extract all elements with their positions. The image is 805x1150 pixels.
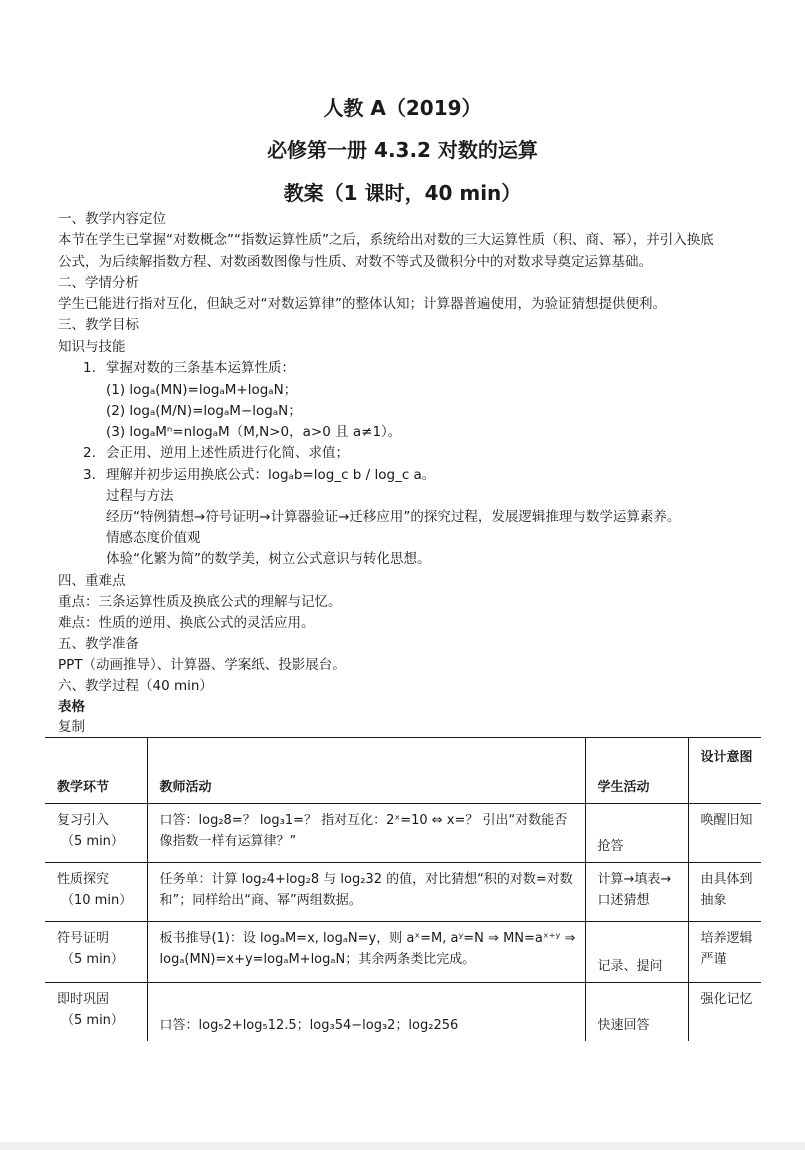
table-row (45, 922, 761, 983)
stage-time: （5 min） (61, 952, 124, 967)
cell-stage (45, 922, 147, 983)
property-3: (3) logₐMⁿ=nlogₐM（M,N>0，a>0 且 a≠1）。 (106, 424, 402, 440)
section-4-difficulty: 难点：性质的逆用、换底公式的灵活应用。 (58, 615, 315, 631)
section-3-heading: 三、教学目标 (58, 317, 139, 333)
table-row (45, 983, 761, 1041)
section-4-key: 重点：三条运算性质及换底公式的理解与记忆。 (58, 594, 342, 610)
copy-button[interactable]: 复制 (58, 719, 85, 735)
title-line-1: 人教 A（2019） (323, 96, 482, 120)
stage-time: （10 min） (61, 893, 133, 908)
section-6-heading: 六、教学过程（40 min） (58, 678, 213, 694)
cell-intent: 培养逻辑严谨 (688, 922, 761, 983)
stage-name: 性质探究 (57, 872, 110, 887)
title-line-2: 必修第一册 4.3.2 对数的运算 (267, 138, 538, 162)
section-5-text: PPT（动画推导）、计算器、学案纸、投影展台。 (58, 657, 346, 673)
goal-2: 会正用、逆用上述性质进行化简、求值； (106, 445, 349, 461)
cell-teacher: 口答：log₂8=？ log₃1=？ 指对互化：2ˣ=10 ⇔ x=？ 引出“对数能否像指数一样有运算律？” (147, 804, 585, 863)
section-1-text-1: 本节在学生已掌握“对数概念”“指数运算性质”之后，系统给出对数的三大运算性质（积、商、幂），并引入换底 (58, 232, 714, 248)
property-1: (1) logₐ(MN)=logₐM+logₐN； (106, 382, 298, 398)
stage-name: 复习引入 (57, 813, 110, 828)
stage-time: （5 min） (61, 834, 124, 849)
stage-name: 符号证明 (57, 931, 110, 946)
property-2: (2) logₐ(M/N)=logₐM−logₐN； (106, 403, 302, 419)
cell-stage (45, 804, 147, 863)
cell-teacher: 任务单：计算 log₂4+log₂8 与 log₂32 的值，对比猜想“积的对数=对数和”；同样给出“商、幂”两组数据。 (147, 863, 585, 922)
section-3-sub-values: 情感态度价值观 (106, 530, 201, 546)
cell-stage (45, 863, 147, 922)
goal-3: 理解并初步运用换底公式：logₐb=log_c b / log_c a。 (106, 467, 436, 483)
cell-intent: 唤醒旧知 (688, 804, 761, 863)
cell-student: 快速回答 (585, 983, 688, 1041)
lesson-process-table (45, 737, 761, 1041)
goal-1-number: 1. (83, 360, 96, 376)
table-label: 表格 (58, 699, 85, 715)
stage-name: 即时巩固 (57, 992, 110, 1007)
table-row (45, 804, 761, 863)
section-3-process-text: 经历“特例猜想→符号证明→计算器验证→迁移应用”的探究过程，发展逻辑推理与数学运算素养。 (106, 509, 681, 525)
section-3-values-text: 体验“化繁为简”的数学美，树立公式意识与转化思想。 (106, 551, 431, 567)
table-row (45, 863, 761, 922)
cell-intent: 强化记忆 (688, 983, 761, 1041)
goal-2-number: 2. (83, 445, 96, 461)
section-4-heading: 四、重难点 (58, 573, 126, 589)
cell-student: 记录、提问 (585, 922, 688, 983)
header-teacher: 教师活动 (147, 738, 585, 804)
section-3-sub-process: 过程与方法 (106, 488, 174, 504)
section-1-heading: 一、教学内容定位 (58, 211, 166, 227)
title-line-3: 教案（1 课时，40 min） (283, 181, 522, 205)
goal-1: 掌握对数的三条基本运算性质： (106, 360, 295, 376)
section-5-heading: 五、教学准备 (58, 636, 139, 652)
header-intent: 设计意图 (688, 738, 761, 804)
cell-teacher: 口答：log₅2+log₅12.5；log₃54−log₃2；log₂256 (147, 983, 585, 1041)
header-student: 学生活动 (585, 738, 688, 804)
cell-intent: 由具体到抽象 (688, 863, 761, 922)
section-2-text: 学生已能进行指对互化，但缺乏对“对数运算律”的整体认知；计算器普遍使用，为验证猜想提供便利。 (58, 296, 666, 312)
section-1-text-2: 公式，为后续解指数方程、对数函数图像与性质、对数不等式及微积分中的对数求导奠定运算基础。 (58, 254, 652, 270)
cell-student: 抢答 (585, 804, 688, 863)
cell-student: 计算→填表→口述猜想 (585, 863, 688, 922)
table-header-row (45, 738, 761, 804)
cell-teacher: 板书推导(1)：设 logₐM=x, logₐN=y，则 aˣ=M, aʸ=N ⇒ MN=aˣ⁺ʸ ⇒ logₐ(MN)=x+y=logₐM+logₐN；其余两条类比完成。 (147, 922, 585, 983)
page-bottom-band (0, 1142, 805, 1150)
cell-stage (45, 983, 147, 1041)
header-stage: 教学环节 (45, 738, 147, 804)
section-3-sub-knowledge: 知识与技能 (58, 339, 126, 355)
stage-time: （5 min） (61, 1013, 124, 1028)
goal-3-number: 3. (83, 467, 96, 483)
section-2-heading: 二、学情分析 (58, 275, 139, 291)
